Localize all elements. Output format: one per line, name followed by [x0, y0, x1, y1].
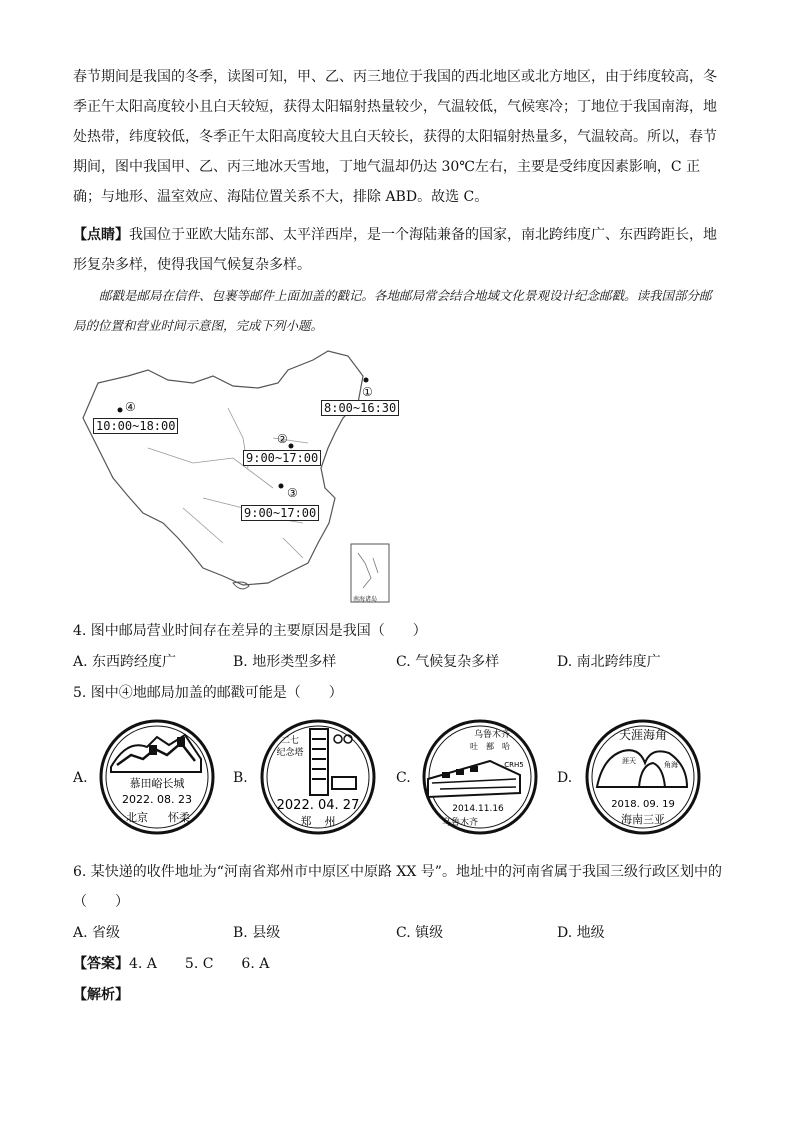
map-time-box-3: 9:00~17:00 — [241, 505, 319, 521]
stamp-c-date: 2014.11.16 — [452, 804, 504, 814]
stamp-a-name: 慕田峪长城 — [129, 777, 185, 790]
question-4-stem: 4. 图中邮局营业时间存在差异的主要原因是我国（ ） — [73, 623, 427, 639]
q4-option-c: C. 气候复杂多样 — [396, 654, 500, 670]
map-time-box-2: 9:00~17:00 — [243, 450, 321, 466]
china-map-outline — [73, 348, 393, 608]
material-paragraph: 邮戳是邮局在信件、包裹等邮件上面加盖的戳记。各地邮局常会结合地域文化景观设计纪念邮戳。读我国部分邮局的位置和营业时间示意图，完成下列小题。 — [73, 288, 712, 333]
dianjing-text: 我国位于亚欧大陆东部、太平洋西岸，是一个海陆兼备的国家，南北跨纬度广、东西跨距长，地形复杂多样，使得我国气候复杂多样。 — [73, 227, 717, 273]
q5-option-a-label: A. — [73, 770, 88, 786]
analysis-tag: 【解析】 — [73, 987, 129, 1003]
map-time-box-1: 8:00~16:30 — [321, 400, 399, 416]
map-marker-3: ③ — [287, 486, 298, 500]
question-6-stem: 6. 某快递的收件地址为“河南省郑州市中原区中原路 XX 号”。地址中的河南省属于我国三级行政区划中的 — [73, 864, 722, 880]
stamp-a-place2: 怀柔 — [168, 811, 190, 824]
question-6-stem-cont: （ ） — [73, 894, 129, 910]
stamp-d-name: 天涯海角 — [618, 728, 668, 742]
map-marker-1: ① — [362, 385, 373, 399]
stamp-b-place2: 州 — [324, 815, 336, 828]
q6-option-d: D. 地级 — [557, 925, 605, 941]
answer-line — [73, 953, 269, 973]
stamp-c-top: 乌鲁木齐 — [473, 730, 511, 740]
stamp-c-lanxin-railway — [420, 717, 540, 837]
question-5-stem: 5. 图中④地邮局加盖的邮戳可能是（ ） — [73, 685, 343, 701]
q5-option-b-label: B. — [233, 770, 248, 786]
q5-option-c-label: C. — [396, 770, 411, 786]
dianjing-tag: 【点睛】 — [73, 227, 129, 243]
intro-paragraph: 春节期间是我国的冬季，读图可知，甲、乙、丙三地位于我国的西北地区或北方地区，由于纬度较高，冬季正午太阳高度较小且白天较短，获得太阳辐射热量较少，气温较低，气候寒冷；丁地位于我国南海，地处热带，纬度较低，冬季正午太阳高度较大且白天较长，获得的太阳辐射热量多，气温较高。所以，春节期间，图中我国甲、乙、丙三地冰天雪地，丁地气温却仍达 30℃左右，主要是受纬度因素影响，C 正确；与地形、温室效应、海陆位置关系不大，排除 ABD。故选 C。 — [73, 69, 717, 205]
stamp-a-date: 2022. 08. 23 — [122, 793, 192, 806]
answer-tag: 【答案】 — [73, 956, 129, 972]
stamp-d-tianya-haijiao — [583, 717, 703, 837]
china-map-figure — [73, 348, 397, 608]
stamp-a-place1: 北京 — [126, 811, 148, 824]
map-marker-4: ④ — [125, 400, 136, 414]
dianjing-paragraph — [73, 220, 723, 280]
q6-option-a: A. 省级 — [73, 925, 121, 941]
map-marker-2: ② — [277, 432, 288, 446]
stamp-d-rock2: 角海 — [664, 761, 678, 769]
q4-option-d: D. 南北跨纬度广 — [557, 654, 661, 670]
inset-caption: 南海诸岛 — [353, 596, 378, 603]
stamp-b-line1: 二七 — [280, 736, 300, 746]
q4-option-b: B. 地形类型多样 — [233, 654, 337, 670]
stamp-a-great-wall — [97, 717, 217, 837]
q4-option-a: A. 东西跨经度广 — [73, 654, 177, 670]
stamp-b-line2: 纪念塔 — [276, 748, 304, 758]
stamp-d-rock1: 涯天 — [622, 757, 636, 765]
stamp-c-crh: CRH5 — [504, 761, 524, 769]
stamp-b-erqi-tower — [258, 717, 378, 837]
map-time-box-4: 10:00~18:00 — [93, 418, 178, 434]
stamp-b-place1: 郑 — [300, 815, 312, 828]
stamp-d-place: 海南三亚 — [621, 813, 665, 826]
stamp-d-date: 2018. 09. 19 — [611, 799, 675, 810]
stamp-b-date: 2022. 04. 27 — [276, 798, 360, 813]
answer-text: 4. A 5. C 6. A — [129, 956, 270, 972]
q6-option-c: C. 镇级 — [396, 925, 444, 941]
q5-option-d-label: D. — [557, 770, 573, 786]
stamp-c-place: 乌鲁木齐 — [441, 818, 479, 828]
q6-option-b: B. 县级 — [233, 925, 281, 941]
stamp-c-mid: 吐 鄯 哈 — [470, 742, 510, 751]
